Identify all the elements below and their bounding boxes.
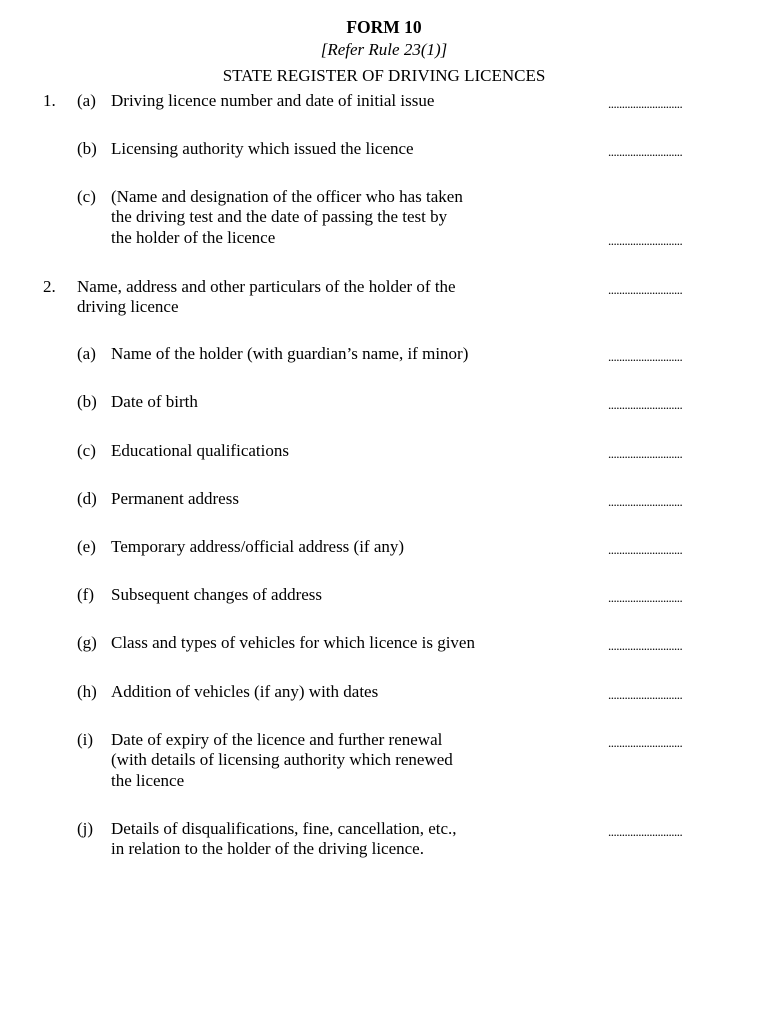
sub-item-label: (a) <box>77 344 96 363</box>
register-title: STATE REGISTER OF DRIVING LICENCES <box>222 66 546 85</box>
field-description: Date of expiry of the licence and further renewal <box>111 730 443 749</box>
sub-item-label: (c) <box>77 441 96 460</box>
field-description: Licensing authority which issued the licence <box>111 139 414 158</box>
field-description: Educational qualifications <box>111 441 289 460</box>
sub-item-label: (d) <box>77 489 97 508</box>
field-description: Name of the holder (with guardian’s name, if minor) <box>111 344 469 363</box>
field-description: Permanent address <box>111 489 239 508</box>
field-description: Class and types of vehicles for which licence is given <box>111 633 475 652</box>
field-description: Addition of vehicles (if any) with dates <box>111 682 379 701</box>
fill-in-blank[interactable]: ........................... <box>608 397 683 412</box>
field-description: the licence <box>111 771 185 790</box>
item-number: 1. <box>43 91 56 110</box>
sub-item-label: (g) <box>77 633 97 652</box>
sub-item-label: (i) <box>77 730 94 749</box>
fill-in-blank[interactable]: ........................... <box>608 590 683 605</box>
form-number: FORM 10 <box>346 17 422 37</box>
fill-in-blank[interactable]: ........................... <box>608 144 683 159</box>
item-number: 2. <box>43 277 56 296</box>
sub-item-label: (b) <box>77 392 97 411</box>
field-description: Temporary address/official address (if any) <box>111 537 405 556</box>
field-description: Date of birth <box>111 392 198 411</box>
fill-in-blank[interactable]: ........................... <box>608 542 683 557</box>
sub-item-label: (b) <box>77 139 97 158</box>
sub-item-label: (j) <box>77 819 94 838</box>
field-description: Name, address and other particulars of the holder of the <box>77 277 456 296</box>
sub-item-label: (f) <box>77 585 94 604</box>
field-description: Driving licence number and date of initial issue <box>111 91 435 110</box>
fill-in-blank[interactable]: ........................... <box>608 824 683 839</box>
fill-in-blank[interactable]: ........................... <box>608 233 683 248</box>
fill-in-blank[interactable]: ........................... <box>608 638 683 653</box>
sub-item-label: (h) <box>77 682 97 701</box>
sub-item-label: (c) <box>77 187 96 206</box>
fill-in-blank[interactable]: ........................... <box>608 735 683 750</box>
field-description: (with details of licensing authority which renewed <box>111 750 453 769</box>
field-description: (Name and designation of the officer who has taken <box>111 187 463 206</box>
field-description: Subsequent changes of address <box>111 585 323 604</box>
field-description: in relation to the holder of the driving licence. <box>111 839 424 858</box>
sub-item-label: (a) <box>77 91 96 110</box>
field-description: Details of disqualifications, fine, cancellation, etc., <box>111 819 457 838</box>
field-description: the holder of the licence <box>111 228 276 247</box>
field-description: the driving test and the date of passing the test by <box>111 207 448 226</box>
sub-item-label: (e) <box>77 537 96 556</box>
rule-reference: [Refer Rule 23(1)] <box>320 40 448 59</box>
fill-in-blank[interactable]: ........................... <box>608 446 683 461</box>
field-description: driving licence <box>77 297 179 316</box>
fill-in-blank[interactable]: ........................... <box>608 96 683 111</box>
fill-in-blank[interactable]: ........................... <box>608 687 683 702</box>
fill-in-blank[interactable]: ........................... <box>608 349 683 364</box>
fill-in-blank[interactable]: ........................... <box>608 282 683 297</box>
fill-in-blank[interactable]: ........................... <box>608 494 683 509</box>
